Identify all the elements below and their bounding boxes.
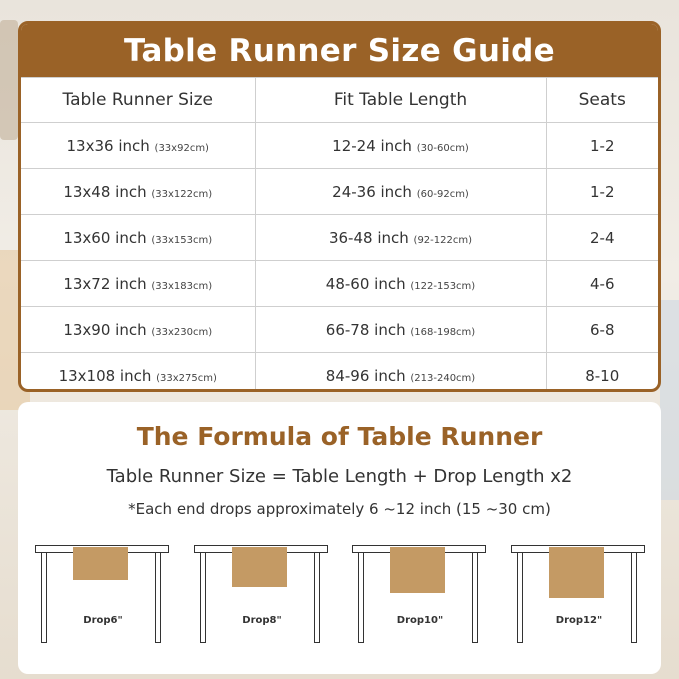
fit-inch: 24-36 inch [332, 182, 412, 201]
size-guide-card [18, 21, 661, 392]
cell-seats: 6-8 [546, 307, 658, 353]
table-leg [472, 552, 478, 643]
size-cm: (33x122cm) [151, 188, 213, 200]
table-row [21, 123, 658, 169]
cell-seats: 1-2 [546, 123, 658, 169]
size-inch: 13x108 inch [58, 366, 152, 385]
fit-cm: (168-198cm) [410, 326, 476, 338]
cell-fit-length [255, 307, 546, 353]
size-inch: 13x48 inch [63, 182, 147, 201]
cell-runner-size [21, 261, 255, 307]
table-leg [314, 552, 320, 643]
table-leg [358, 552, 364, 643]
size-cm: (33x230cm) [151, 326, 213, 338]
header-seats: Seats [546, 78, 658, 123]
table-leg [517, 552, 523, 643]
size-cm: (33x92cm) [154, 142, 209, 154]
formula-equation: Table Runner Size = Table Length + Drop Length x2 [106, 466, 573, 487]
table-row [21, 215, 658, 261]
runner-drop [232, 547, 287, 587]
drop-diagram [35, 545, 171, 645]
drop-label: Drop8" [242, 615, 282, 626]
fit-inch: 12-24 inch [332, 136, 412, 155]
fit-inch: 48-60 inch [325, 274, 406, 293]
cell-runner-size [21, 169, 255, 215]
drop-label: Drop6" [83, 615, 123, 626]
cell-fit-length [255, 215, 546, 261]
size-cm: (33x183cm) [151, 280, 213, 292]
fit-inch: 84-96 inch [325, 366, 406, 385]
drop-label: Drop10" [396, 615, 444, 626]
size-inch: 13x36 inch [66, 136, 150, 155]
drop-diagram [194, 545, 330, 645]
cell-runner-size [21, 123, 255, 169]
runner-drop [549, 547, 604, 598]
fit-cm: (30-60cm) [416, 142, 469, 154]
background-decor [660, 300, 679, 500]
fit-cm: (122-153cm) [410, 280, 476, 292]
table-leg [41, 552, 47, 643]
table-row [21, 307, 658, 353]
cell-seats: 1-2 [546, 169, 658, 215]
drop-label: Drop12" [555, 615, 603, 626]
runner-drop [73, 547, 128, 580]
formula-card [18, 402, 661, 674]
cell-seats: 8-10 [546, 353, 658, 393]
cell-seats: 2-4 [546, 215, 658, 261]
fit-cm: (92-122cm) [413, 234, 473, 246]
size-cm: (33x275cm) [156, 372, 217, 384]
background-decor [0, 20, 18, 140]
fit-cm: (60-92cm) [416, 188, 469, 200]
table-row [21, 353, 658, 393]
fit-inch: 66-78 inch [325, 320, 406, 339]
cell-seats: 4-6 [546, 261, 658, 307]
runner-drop [390, 547, 445, 593]
table-header-row [21, 78, 658, 123]
cell-runner-size [21, 353, 255, 393]
cell-fit-length [255, 169, 546, 215]
drop-diagram [352, 545, 488, 645]
cell-fit-length [255, 353, 546, 393]
fit-inch: 36-48 inch [328, 228, 409, 247]
size-inch: 13x72 inch [63, 274, 147, 293]
header-fit-length: Fit Table Length [255, 78, 546, 123]
size-inch: 13x60 inch [63, 228, 147, 247]
size-inch: 13x90 inch [63, 320, 147, 339]
table-row [21, 261, 658, 307]
cell-runner-size [21, 215, 255, 261]
fit-cm: (213-240cm) [410, 372, 476, 384]
table-leg [631, 552, 637, 643]
size-cm: (33x153cm) [151, 234, 213, 246]
size-guide-title: Table Runner Size Guide [21, 24, 658, 77]
table-leg [200, 552, 206, 643]
cell-runner-size [21, 307, 255, 353]
formula-title: The Formula of Table Runner [136, 422, 543, 451]
cell-fit-length [255, 123, 546, 169]
formula-note: *Each end drops approximately 6 ~12 inch (15 ~30 cm) [128, 500, 551, 518]
table-leg [155, 552, 161, 643]
table-row [21, 169, 658, 215]
size-table [21, 77, 658, 392]
header-runner-size: Table Runner Size [21, 78, 255, 123]
drop-diagram [511, 545, 647, 645]
cell-fit-length [255, 261, 546, 307]
